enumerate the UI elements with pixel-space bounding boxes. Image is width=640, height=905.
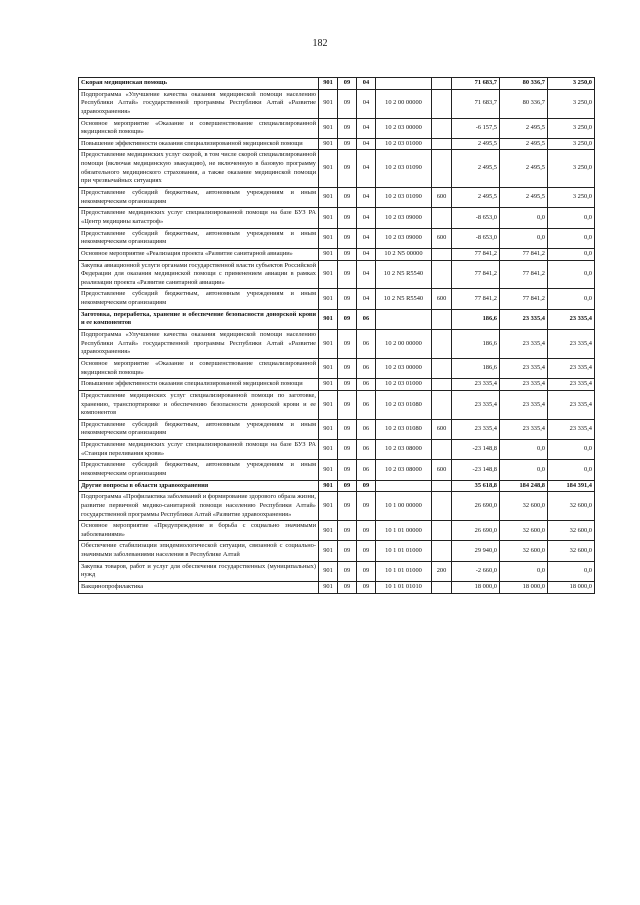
amount-3-cell: 32 600,0 — [548, 541, 595, 561]
row-name-cell: Предоставление медицинских услуг специализированной помощи на базе БУЗ РА «Центр медицины катастроф» — [79, 208, 319, 228]
amount-3-cell: 0,0 — [548, 260, 595, 289]
expense-type-cell: 600 — [432, 228, 452, 248]
subsection-code-cell: 09 — [357, 492, 376, 521]
amount-2-cell: 0,0 — [500, 460, 548, 480]
row-name-cell: Заготовка, переработка, хранение и обеспечение безопасности донорской крови и ее компонентов — [79, 309, 319, 329]
target-article-cell: 10 2 03 09000 — [376, 208, 432, 228]
admin-code-cell: 901 — [319, 188, 338, 208]
row-name-cell: Подпрограмма «Профилактика заболеваний и формирование здорового образа жизни, развитие первичной медико-санитарной помощи населению Республики Алтай» государственной программы Республики Алтай «Развитие здравоохранения» — [79, 492, 319, 521]
table-row — [79, 582, 595, 594]
target-article-cell: 10 2 03 09000 — [376, 228, 432, 248]
amount-3-cell: 23 335,4 — [548, 358, 595, 378]
table-row — [79, 541, 595, 561]
table-row — [79, 440, 595, 460]
admin-code-cell: 901 — [319, 521, 338, 541]
amount-1-cell: 2 495,5 — [452, 150, 500, 188]
expense-type-cell — [432, 138, 452, 150]
target-article-cell — [376, 480, 432, 492]
amount-2-cell: 32 600,0 — [500, 492, 548, 521]
amount-1-cell: 77 841,2 — [452, 260, 500, 289]
amount-2-cell: 0,0 — [500, 561, 548, 581]
section-code-cell: 09 — [338, 330, 357, 359]
table-row — [79, 480, 595, 492]
amount-2-cell: 23 335,4 — [500, 419, 548, 439]
amount-3-cell: 23 335,4 — [548, 419, 595, 439]
admin-code-cell: 901 — [319, 480, 338, 492]
subsection-code-cell: 04 — [357, 228, 376, 248]
amount-1-cell: 71 683,7 — [452, 78, 500, 90]
expense-type-cell — [432, 330, 452, 359]
amount-2-cell: 184 248,8 — [500, 480, 548, 492]
amount-3-cell: 3 250,0 — [548, 188, 595, 208]
expense-type-cell — [432, 541, 452, 561]
amount-1-cell: 23 335,4 — [452, 419, 500, 439]
amount-3-cell: 32 600,0 — [548, 521, 595, 541]
amount-1-cell: 23 335,4 — [452, 379, 500, 391]
target-article-cell: 10 2 00 00000 — [376, 89, 432, 118]
table-row — [79, 330, 595, 359]
admin-code-cell: 901 — [319, 541, 338, 561]
target-article-cell: 10 1 01 01000 — [376, 541, 432, 561]
admin-code-cell: 901 — [319, 118, 338, 138]
expense-type-cell — [432, 208, 452, 228]
expense-type-cell — [432, 260, 452, 289]
amount-2-cell: 2 495,5 — [500, 118, 548, 138]
expense-type-cell — [432, 390, 452, 419]
section-code-cell: 09 — [338, 390, 357, 419]
target-article-cell: 10 1 00 00000 — [376, 492, 432, 521]
subsection-code-cell: 06 — [357, 309, 376, 329]
target-article-cell: 10 2 N5 R5540 — [376, 260, 432, 289]
target-article-cell: 10 2 03 08000 — [376, 460, 432, 480]
table-row — [79, 390, 595, 419]
subsection-code-cell: 09 — [357, 561, 376, 581]
amount-2-cell: 77 841,2 — [500, 260, 548, 289]
table-row — [79, 561, 595, 581]
row-name-cell: Повышение эффективности оказания специализированной медицинской помощи — [79, 138, 319, 150]
amount-3-cell: 18 000,0 — [548, 582, 595, 594]
amount-1-cell: -8 653,0 — [452, 228, 500, 248]
admin-code-cell: 901 — [319, 309, 338, 329]
subsection-code-cell: 09 — [357, 521, 376, 541]
section-code-cell: 09 — [338, 541, 357, 561]
amount-2-cell: 18 000,0 — [500, 582, 548, 594]
row-name-cell: Подпрограмма «Улучшение качества оказания медицинской помощи населению Республики Алтай» государственной программы Республики Алтай «Развитие здравоохранения» — [79, 330, 319, 359]
amount-1-cell: 18 000,0 — [452, 582, 500, 594]
admin-code-cell: 901 — [319, 289, 338, 309]
section-code-cell: 09 — [338, 521, 357, 541]
subsection-code-cell: 06 — [357, 390, 376, 419]
target-article-cell: 10 2 N5 00000 — [376, 248, 432, 260]
amount-1-cell: -6 157,5 — [452, 118, 500, 138]
section-code-cell: 09 — [338, 138, 357, 150]
admin-code-cell: 901 — [319, 260, 338, 289]
target-article-cell: 10 2 00 00000 — [376, 330, 432, 359]
amount-2-cell: 23 335,4 — [500, 358, 548, 378]
target-article-cell: 10 2 03 01090 — [376, 150, 432, 188]
target-article-cell: 10 2 03 01080 — [376, 390, 432, 419]
row-name-cell: Предоставление субсидий бюджетным, автономным учреждениям и иным некоммерческим организациям — [79, 419, 319, 439]
amount-1-cell: 35 618,8 — [452, 480, 500, 492]
admin-code-cell: 901 — [319, 440, 338, 460]
amount-1-cell: -23 148,8 — [452, 460, 500, 480]
amount-3-cell: 3 250,0 — [548, 78, 595, 90]
row-name-cell: Предоставление субсидий бюджетным, автономным учреждениям и иным некоммерческим организациям — [79, 188, 319, 208]
subsection-code-cell: 06 — [357, 379, 376, 391]
amount-2-cell: 32 600,0 — [500, 541, 548, 561]
admin-code-cell: 901 — [319, 208, 338, 228]
expense-type-cell: 600 — [432, 188, 452, 208]
section-code-cell: 09 — [338, 228, 357, 248]
subsection-code-cell: 06 — [357, 460, 376, 480]
target-article-cell: 10 1 01 01000 — [376, 561, 432, 581]
target-article-cell: 10 2 03 01080 — [376, 419, 432, 439]
subsection-code-cell: 04 — [357, 248, 376, 260]
expense-type-cell: 600 — [432, 419, 452, 439]
section-code-cell: 09 — [338, 440, 357, 460]
subsection-code-cell: 09 — [357, 541, 376, 561]
expense-type-cell — [432, 248, 452, 260]
section-code-cell: 09 — [338, 582, 357, 594]
expense-type-cell — [432, 118, 452, 138]
admin-code-cell: 901 — [319, 492, 338, 521]
row-name-cell: Скорая медицинская помощь — [79, 78, 319, 90]
section-code-cell: 09 — [338, 379, 357, 391]
amount-3-cell: 23 335,4 — [548, 379, 595, 391]
page-number: 182 — [312, 38, 328, 49]
expense-type-cell — [432, 521, 452, 541]
admin-code-cell: 901 — [319, 379, 338, 391]
expense-type-cell — [432, 379, 452, 391]
table-row — [79, 379, 595, 391]
row-name-cell: Вакцинопрофилактика — [79, 582, 319, 594]
amount-1-cell: 77 841,2 — [452, 289, 500, 309]
section-code-cell: 09 — [338, 358, 357, 378]
admin-code-cell: 901 — [319, 358, 338, 378]
expense-type-cell — [432, 440, 452, 460]
amount-2-cell: 77 841,2 — [500, 248, 548, 260]
admin-code-cell: 901 — [319, 150, 338, 188]
row-name-cell: Другие вопросы в области здравоохранения — [79, 480, 319, 492]
row-name-cell: Основное мероприятие «Оказание и совершенствование специализированной медицинской помощи» — [79, 118, 319, 138]
subsection-code-cell: 04 — [357, 260, 376, 289]
subsection-code-cell: 04 — [357, 118, 376, 138]
amount-1-cell: -2 660,0 — [452, 561, 500, 581]
subsection-code-cell: 06 — [357, 358, 376, 378]
section-code-cell: 09 — [338, 561, 357, 581]
row-name-cell: Основное мероприятие «Предупреждение и борьба с социально значимыми заболеваниями» — [79, 521, 319, 541]
expense-type-cell: 600 — [432, 289, 452, 309]
amount-2-cell: 80 336,7 — [500, 89, 548, 118]
amount-1-cell: 26 690,0 — [452, 492, 500, 521]
row-name-cell: Предоставление субсидий бюджетным, автономным учреждениям и иным некоммерческим организациям — [79, 228, 319, 248]
amount-1-cell: 186,6 — [452, 358, 500, 378]
subsection-code-cell: 06 — [357, 330, 376, 359]
admin-code-cell: 901 — [319, 460, 338, 480]
section-code-cell: 09 — [338, 492, 357, 521]
expense-type-cell — [432, 358, 452, 378]
amount-3-cell: 23 335,4 — [548, 330, 595, 359]
row-name-cell: Закупка товаров, работ и услуг для обеспечения государственных (муниципальных) нужд — [79, 561, 319, 581]
subsection-code-cell: 04 — [357, 89, 376, 118]
row-name-cell: Предоставление медицинских услуг специализированной помощи по заготовке, хранению, транспортировке и обеспечению безопасности донорской крови и ее компонентов — [79, 390, 319, 419]
target-article-cell: 10 2 03 00000 — [376, 118, 432, 138]
row-name-cell: Основное мероприятие «Оказание и совершенствование специализированной медицинской помощи» — [79, 358, 319, 378]
amount-1-cell: 29 940,0 — [452, 541, 500, 561]
amount-3-cell: 3 250,0 — [548, 89, 595, 118]
target-article-cell: 10 2 03 08000 — [376, 440, 432, 460]
section-code-cell: 09 — [338, 118, 357, 138]
amount-3-cell: 0,0 — [548, 440, 595, 460]
row-name-cell: Предоставление медицинских услуг скорой, в том числе скорой специализированной помощи (включая медицинскую эвакуацию), не включенную в базовую программу обязательного медицинского страхования, а также оказание медицинской помощи при чрезвычайных ситуациях — [79, 150, 319, 188]
admin-code-cell: 901 — [319, 78, 338, 90]
amount-2-cell: 0,0 — [500, 440, 548, 460]
table-row — [79, 118, 595, 138]
target-article-cell — [376, 309, 432, 329]
subsection-code-cell: 09 — [357, 480, 376, 492]
amount-2-cell: 2 495,5 — [500, 150, 548, 188]
amount-1-cell: 26 690,0 — [452, 521, 500, 541]
amount-3-cell: 184 391,4 — [548, 480, 595, 492]
admin-code-cell: 901 — [319, 561, 338, 581]
row-name-cell: Подпрограмма «Улучшение качества оказания медицинской помощи населению Республики Алтай» государственной программы Республики Алтай «Развитие здравоохранения» — [79, 89, 319, 118]
table-row — [79, 150, 595, 188]
subsection-code-cell: 06 — [357, 440, 376, 460]
subsection-code-cell: 04 — [357, 289, 376, 309]
subsection-code-cell: 04 — [357, 188, 376, 208]
admin-code-cell: 901 — [319, 330, 338, 359]
amount-2-cell: 23 335,4 — [500, 309, 548, 329]
expense-type-cell — [432, 480, 452, 492]
section-code-cell: 09 — [338, 150, 357, 188]
table-row — [79, 260, 595, 289]
amount-3-cell: 23 335,4 — [548, 309, 595, 329]
table-row — [79, 188, 595, 208]
expense-type-cell — [432, 150, 452, 188]
subsection-code-cell: 04 — [357, 138, 376, 150]
amount-1-cell: 23 335,4 — [452, 390, 500, 419]
subsection-code-cell: 09 — [357, 582, 376, 594]
amount-3-cell: 0,0 — [548, 561, 595, 581]
table-row — [79, 248, 595, 260]
amount-2-cell: 23 335,4 — [500, 330, 548, 359]
admin-code-cell: 901 — [319, 89, 338, 118]
table-row — [79, 289, 595, 309]
amount-3-cell: 32 600,0 — [548, 492, 595, 521]
row-name-cell: Повышение эффективности оказания специализированной медицинской помощи — [79, 379, 319, 391]
budget-table — [78, 77, 595, 594]
amount-1-cell: 186,6 — [452, 309, 500, 329]
admin-code-cell: 901 — [319, 228, 338, 248]
row-name-cell: Предоставление медицинских услуг специализированной помощи на базе БУЗ РА «Станция переливания крови» — [79, 440, 319, 460]
target-article-cell: 10 2 03 00000 — [376, 358, 432, 378]
table-row — [79, 358, 595, 378]
target-article-cell: 10 2 03 01000 — [376, 138, 432, 150]
subsection-code-cell: 06 — [357, 419, 376, 439]
amount-2-cell: 23 335,4 — [500, 390, 548, 419]
amount-2-cell: 0,0 — [500, 208, 548, 228]
expense-type-cell: 200 — [432, 561, 452, 581]
row-name-cell: Предоставление субсидий бюджетным, автономным учреждениям и иным некоммерческим организациям — [79, 460, 319, 480]
amount-2-cell: 77 841,2 — [500, 289, 548, 309]
row-name-cell: Предоставление субсидий бюджетным, автономным учреждениям и иным некоммерческим организациям — [79, 289, 319, 309]
admin-code-cell: 901 — [319, 390, 338, 419]
subsection-code-cell: 04 — [357, 208, 376, 228]
table-row — [79, 78, 595, 90]
amount-1-cell: 2 495,5 — [452, 138, 500, 150]
amount-3-cell: 0,0 — [548, 460, 595, 480]
table-row — [79, 208, 595, 228]
table-body — [79, 78, 595, 594]
amount-1-cell: 71 683,7 — [452, 89, 500, 118]
section-code-cell: 09 — [338, 419, 357, 439]
row-name-cell: Основное мероприятие «Реализация проекта «Развитие санитарной авиации» — [79, 248, 319, 260]
amount-3-cell: 0,0 — [548, 289, 595, 309]
amount-2-cell: 2 495,5 — [500, 138, 548, 150]
table-row — [79, 309, 595, 329]
admin-code-cell: 901 — [319, 419, 338, 439]
row-name-cell: Закупка авиационной услуги органами государственной власти субъектов Российской Федерации для оказания медицинской помощи с применением авиации в рамках реализации проекта «Развитие санитарной авиации» — [79, 260, 319, 289]
table-row — [79, 228, 595, 248]
amount-2-cell: 32 600,0 — [500, 521, 548, 541]
amount-2-cell: 23 335,4 — [500, 379, 548, 391]
amount-1-cell: -23 148,8 — [452, 440, 500, 460]
table-row — [79, 492, 595, 521]
amount-1-cell: 186,6 — [452, 330, 500, 359]
expense-type-cell — [432, 309, 452, 329]
section-code-cell: 09 — [338, 460, 357, 480]
section-code-cell: 09 — [338, 248, 357, 260]
expense-type-cell — [432, 78, 452, 90]
amount-1-cell: 2 495,5 — [452, 188, 500, 208]
table-row — [79, 521, 595, 541]
target-article-cell — [376, 78, 432, 90]
table-row — [79, 89, 595, 118]
section-code-cell: 09 — [338, 208, 357, 228]
amount-2-cell: 2 495,5 — [500, 188, 548, 208]
amount-3-cell: 3 250,0 — [548, 118, 595, 138]
admin-code-cell: 901 — [319, 248, 338, 260]
target-article-cell: 10 2 03 01000 — [376, 379, 432, 391]
admin-code-cell: 901 — [319, 582, 338, 594]
admin-code-cell: 901 — [319, 138, 338, 150]
section-code-cell: 09 — [338, 260, 357, 289]
table-row — [79, 419, 595, 439]
section-code-cell: 09 — [338, 309, 357, 329]
target-article-cell: 10 2 03 01090 — [376, 188, 432, 208]
amount-3-cell: 23 335,4 — [548, 390, 595, 419]
amount-3-cell: 0,0 — [548, 248, 595, 260]
amount-2-cell: 0,0 — [500, 228, 548, 248]
amount-1-cell: -8 653,0 — [452, 208, 500, 228]
subsection-code-cell: 04 — [357, 150, 376, 188]
table-row — [79, 138, 595, 150]
section-code-cell: 09 — [338, 480, 357, 492]
amount-3-cell: 3 250,0 — [548, 138, 595, 150]
section-code-cell: 09 — [338, 89, 357, 118]
expense-type-cell — [432, 582, 452, 594]
subsection-code-cell: 04 — [357, 78, 376, 90]
expense-type-cell — [432, 492, 452, 521]
target-article-cell: 10 1 01 00000 — [376, 521, 432, 541]
expense-type-cell: 600 — [432, 460, 452, 480]
target-article-cell: 10 1 01 01010 — [376, 582, 432, 594]
amount-3-cell: 0,0 — [548, 208, 595, 228]
table-row — [79, 460, 595, 480]
section-code-cell: 09 — [338, 78, 357, 90]
section-code-cell: 09 — [338, 289, 357, 309]
amount-3-cell: 3 250,0 — [548, 150, 595, 188]
expense-type-cell — [432, 89, 452, 118]
amount-3-cell: 0,0 — [548, 228, 595, 248]
section-code-cell: 09 — [338, 188, 357, 208]
target-article-cell: 10 2 N5 R5540 — [376, 289, 432, 309]
amount-2-cell: 80 336,7 — [500, 78, 548, 90]
row-name-cell: Обеспечение стабилизации эпидемиологической ситуации, связанной с социально-значимыми заболеваниями населения в Республике Алтай — [79, 541, 319, 561]
amount-1-cell: 77 841,2 — [452, 248, 500, 260]
